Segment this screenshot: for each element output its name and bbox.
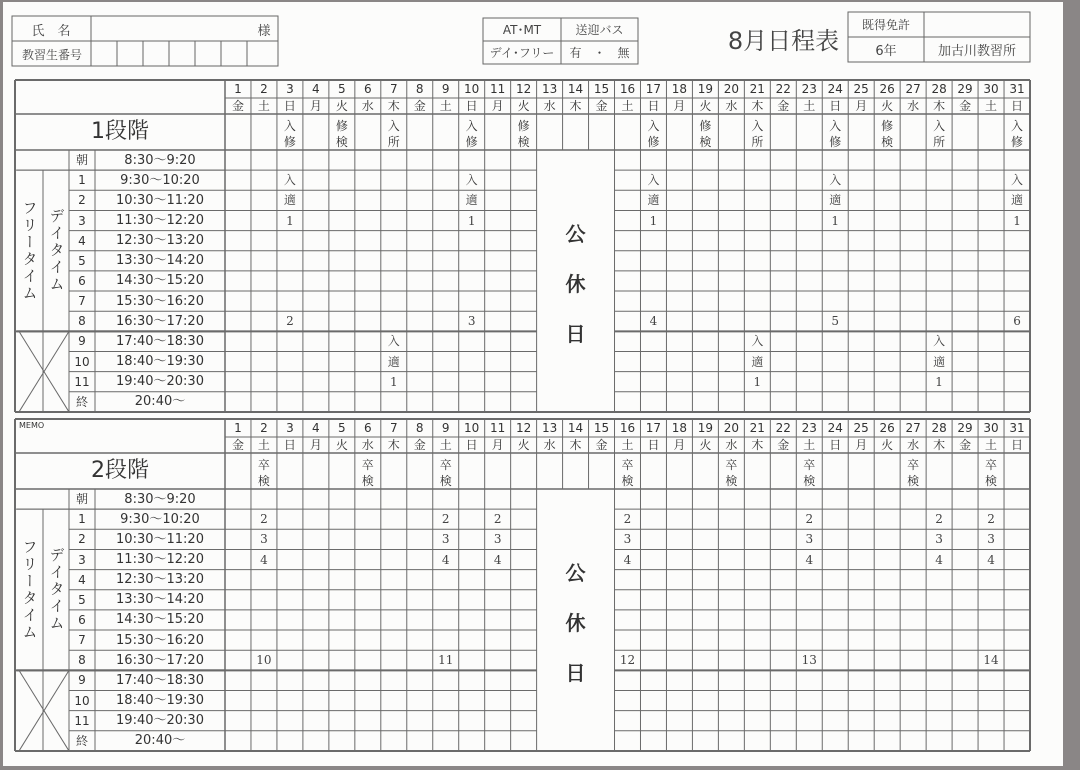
event-mark: 卒 [361,458,374,472]
weekday: 木 [569,99,582,113]
schedule-cell: 入 [283,173,296,188]
weekday: 日 [1011,99,1024,113]
period-time: 18:40〜19:30 [116,693,204,709]
holiday-label: 休 [565,611,586,636]
period-time: 14:30〜15:20 [116,273,204,289]
period-number: 5 [78,253,86,268]
weekday: 金 [595,99,608,113]
event-mark: 入 [1011,119,1024,133]
schedule-cell: 3 [805,532,814,547]
period-number: 6 [78,273,86,288]
weekday: 金 [959,438,972,452]
schedule-cell: 1 [753,374,762,389]
period-time: 17:40〜18:30 [116,672,204,688]
weekday: 日 [465,99,478,113]
day-number: 4 [312,82,320,96]
day-number: 21 [749,82,765,96]
weekday: 金 [413,438,426,452]
weekday: 水 [543,99,556,113]
event-mark: 修 [829,135,842,149]
weekday: 土 [621,99,634,113]
header [3,2,1063,72]
day-number: 10 [464,421,480,435]
weekday: 月 [309,99,322,113]
event-mark: 入 [465,119,478,133]
holiday-label: 公 [565,561,586,586]
event-mark: 入 [933,119,946,133]
weekday: 火 [699,438,712,452]
period-number: 1 [78,173,86,188]
weekday: 金 [777,99,790,113]
weekday: 土 [621,438,634,452]
schedule-cell: 3 [260,532,268,547]
license-label: 既得免許 [861,18,910,32]
schedule-cell: 1 [649,213,658,228]
weekday: 日 [1011,438,1024,452]
event-mark: 入 [283,119,296,133]
schedule-cell: 1 [467,213,476,228]
day-number: 7 [389,421,398,435]
stage1-table [3,76,1063,408]
stage-title: 2段階 [91,458,149,483]
weekday: 水 [907,99,920,113]
weekday: 金 [959,99,972,113]
weekday: 土 [439,99,452,113]
schedule-cell: 入 [387,334,400,349]
schedule-cell: 2 [935,512,943,527]
period-time: 18:40〜19:30 [116,354,204,370]
schedule-cell: 10 [256,653,272,668]
day-number: 17 [645,421,662,435]
weekday: 日 [283,99,296,113]
day-number: 24 [827,82,843,96]
event-mark: 修 [881,119,894,133]
period-time: 19:40〜20:30 [116,374,204,390]
day-number: 15 [593,421,610,435]
event-mark: 修 [699,119,712,133]
schedule-cell: 3 [467,314,476,329]
period-time: 16:30〜17:20 [116,652,204,668]
event-mark: 卒 [985,458,998,472]
event-mark: 卒 [257,458,270,472]
day-number: 10 [464,82,480,96]
period-time: 15:30〜16:20 [116,293,204,309]
years-label: 6年 [875,44,897,59]
day-number: 7 [389,82,398,96]
event-mark: 卒 [907,458,920,472]
weekday: 日 [647,438,660,452]
period-time: 10:30〜11:20 [116,192,204,208]
day-number: 16 [619,82,636,96]
weekday: 水 [725,438,738,452]
day-free-label: デイ･フリー [489,46,555,60]
day-number: 23 [801,421,817,435]
day-number: 26 [879,421,895,435]
schedule-cell: 入 [465,173,478,188]
day-number: 12 [515,82,532,96]
schedule-cell: 12 [619,653,636,668]
day-number: 14 [567,421,584,435]
day-number: 15 [593,82,610,96]
event-mark: 卒 [621,458,634,472]
weekday: 木 [933,99,946,113]
weekday: 火 [517,438,530,452]
schedule-cell: 2 [493,512,502,527]
event-mark: 修 [335,119,348,133]
event-mark: 卒 [439,458,452,472]
schedule-cell: 1 [831,213,840,228]
weekday: 木 [387,99,400,113]
weekday: 火 [881,99,894,113]
day-number: 26 [879,82,895,96]
schedule-cell: 1 [1013,213,1021,228]
period-time: 8:30〜9:20 [124,491,196,507]
holiday-label: 公 [565,222,586,247]
weekday: 月 [309,438,322,452]
memo-label: MEMO [19,421,45,430]
schedule-cell: 1 [286,213,294,228]
schedule-cell: 入 [1011,173,1024,188]
day-number: 22 [775,82,791,96]
weekday: 木 [933,438,946,452]
day-number: 5 [338,421,346,435]
event-mark: 検 [907,474,920,488]
weekday: 日 [465,438,478,452]
bus-label: 送迎バス [575,23,624,37]
period-number: 朝 [75,492,88,507]
day-number: 5 [338,82,346,96]
day-number: 1 [234,421,242,435]
name-label: 氏 名 [31,23,71,39]
schedule-cell: 2 [441,512,450,527]
event-mark: 卒 [725,458,738,472]
bus-options: 有 ・ 無 [569,46,630,60]
sama-label: 様 [257,23,271,39]
weekday: 木 [569,438,582,452]
day-number: 28 [931,421,947,435]
day-number: 16 [619,421,636,435]
weekday: 水 [361,99,374,113]
period-number: 2 [78,532,86,547]
weekday: 土 [439,438,452,452]
event-mark: 修 [517,119,530,133]
holiday-label: 日 [565,322,586,347]
period-number: 8 [78,314,86,329]
schedule-cell: 4 [935,552,943,567]
schedule-cell: 4 [649,314,658,329]
schedule-cell: 13 [801,653,817,668]
day-number: 13 [541,82,558,96]
weekday: 金 [777,438,790,452]
weekday: 月 [491,99,504,113]
day-number: 13 [541,421,558,435]
weekday: 金 [231,99,244,113]
schedule-cell: 3 [623,532,632,547]
schedule-cell: 入 [933,334,946,349]
weekday: 水 [907,438,920,452]
weekday: 水 [361,438,374,452]
schedule-cell: 入 [829,173,842,188]
weekday: 月 [673,99,686,113]
period-number: 5 [78,592,86,607]
period-time: 11:30〜12:20 [116,552,204,567]
weekday: 土 [257,99,270,113]
period-number: 2 [78,193,86,208]
period-time: 20:40〜 [134,733,186,749]
period-time: 13:30〜14:20 [116,253,204,269]
period-number: 7 [78,633,86,648]
schedule-cell: 4 [623,552,632,567]
day-number: 19 [697,82,714,96]
event-mark: 修 [647,135,660,149]
period-number: 4 [78,233,86,248]
weekday: 日 [647,99,660,113]
weekday: 水 [543,438,556,452]
period-time: 13:30〜14:20 [116,592,204,608]
event-mark: 検 [517,135,530,149]
day-number: 18 [671,82,688,96]
weekday: 月 [673,438,686,452]
schedule-cell: 2 [623,512,632,527]
period-time: 19:40〜20:30 [116,713,204,729]
day-number: 4 [312,421,320,435]
weekday: 水 [725,99,738,113]
weekday: 火 [881,438,894,452]
weekday: 金 [413,99,426,113]
period-number: 1 [78,512,86,527]
student-number-label: 教習生番号 [21,47,82,62]
stage2-table [3,415,1063,749]
period-time: 16:30〜17:20 [116,313,204,329]
schedule-cell: 3 [493,532,502,547]
period-time: 11:30〜12:20 [116,213,204,228]
day-number: 29 [957,82,973,96]
schedule-cell: 適 [387,354,400,369]
weekday: 月 [855,438,868,452]
day-number: 19 [697,421,714,435]
day-number: 18 [671,421,688,435]
weekday: 日 [283,438,296,452]
day-number: 24 [827,421,843,435]
schedule-cell: 4 [260,552,268,567]
event-mark: 検 [699,135,712,149]
weekday: 火 [335,438,348,452]
day-number: 27 [905,82,921,96]
event-mark: 検 [335,135,348,149]
schedule-cell: 2 [260,512,268,527]
event-mark: 検 [257,474,270,488]
schedule-cell: 適 [829,193,842,208]
weekday: 日 [829,99,842,113]
weekday: 土 [803,438,816,452]
freetime-label: フリータイム [20,538,39,641]
event-mark: 所 [387,135,400,149]
period-time: 8:30〜9:20 [124,152,196,168]
schedule-cell: 3 [935,532,943,547]
day-number: 28 [931,82,947,96]
period-number: 6 [78,612,86,627]
page-title: 8月日程表 [727,26,840,55]
day-number: 20 [723,421,739,435]
schedule-cell: 5 [831,314,840,329]
day-number: 27 [905,421,921,435]
day-number: 9 [441,421,450,435]
schedule-cell: 適 [647,193,660,208]
day-number: 30 [983,421,999,435]
schedule-cell: 4 [441,552,450,567]
event-mark: 入 [647,119,660,133]
period-number: 9 [78,673,86,688]
day-number: 12 [515,421,532,435]
event-mark: 検 [621,474,634,488]
schedule-sheet [3,2,1063,766]
weekday: 木 [751,438,764,452]
day-number: 23 [801,82,817,96]
day-number: 3 [286,421,294,435]
weekday: 土 [985,99,998,113]
day-number: 8 [415,421,424,435]
schedule-cell: 入 [751,334,764,349]
period-time: 17:40〜18:30 [116,333,204,349]
day-number: 6 [363,421,372,435]
weekday: 火 [517,99,530,113]
event-mark: 検 [725,474,738,488]
weekday: 土 [985,438,998,452]
schedule-cell: 1 [935,374,943,389]
schedule-cell: 適 [283,193,296,208]
weekday: 月 [491,438,504,452]
period-number: 朝 [75,153,88,168]
event-mark: 検 [361,474,374,488]
period-time: 15:30〜16:20 [116,632,204,648]
schedule-cell: 4 [805,552,814,567]
event-mark: 検 [439,474,452,488]
period-number: 3 [78,213,86,228]
weekday: 日 [829,438,842,452]
freetime-label: フリータイム [20,199,39,302]
day-number: 9 [441,82,450,96]
event-mark: 修 [283,135,296,149]
day-number: 25 [853,421,869,435]
period-time: 10:30〜11:20 [116,531,204,547]
day-number: 21 [749,421,765,435]
schedule-cell: 3 [987,532,995,547]
period-number: 終 [75,733,88,748]
period-number: 11 [74,713,90,728]
event-mark: 所 [751,135,764,149]
period-number: 9 [78,334,86,349]
period-time: 14:30〜15:20 [116,612,204,628]
event-mark: 修 [1011,135,1024,149]
school-name: 加古川教習所 [937,44,1016,59]
weekday: 木 [387,438,400,452]
weekday: 金 [231,438,244,452]
daytime-label: デイタイム [47,547,66,633]
event-mark: 修 [465,135,478,149]
period-number: 10 [74,354,90,369]
weekday: 火 [699,99,712,113]
period-number: 10 [74,693,90,708]
schedule-cell: 3 [441,532,450,547]
weekday: 土 [803,99,816,113]
schedule-cell: 14 [983,653,999,668]
day-number: 31 [1009,82,1025,96]
day-number: 14 [567,82,584,96]
event-mark: 検 [881,135,894,149]
day-number: 8 [415,82,424,96]
event-mark: 検 [985,474,998,488]
holiday-label: 休 [565,272,586,297]
day-number: 11 [490,421,506,435]
schedule-cell: 6 [1013,314,1021,329]
day-number: 31 [1009,421,1025,435]
weekday: 土 [257,438,270,452]
day-number: 2 [260,82,268,96]
event-mark: 所 [933,135,946,149]
schedule-cell: 2 [987,512,995,527]
weekday: 火 [335,99,348,113]
schedule-cell: 1 [389,374,398,389]
period-time: 9:30〜10:20 [120,511,200,527]
event-mark: 検 [803,474,816,488]
period-time: 9:30〜10:20 [120,172,200,188]
schedule-cell: 4 [493,552,502,567]
day-number: 1 [234,82,242,96]
period-number: 8 [78,653,86,668]
event-mark: 入 [829,119,842,133]
event-mark: 入 [751,119,764,133]
period-number: 3 [78,552,86,567]
event-mark: 卒 [803,458,816,472]
weekday: 金 [595,438,608,452]
schedule-cell: 適 [933,354,946,369]
event-mark: 入 [387,119,400,133]
period-time: 12:30〜13:20 [116,233,204,249]
day-number: 6 [363,82,372,96]
day-number: 22 [775,421,791,435]
day-number: 17 [645,82,662,96]
period-number: 終 [75,394,88,409]
period-number: 7 [78,294,86,309]
schedule-cell: 2 [286,314,294,329]
holiday-label: 日 [565,661,586,686]
day-number: 11 [490,82,506,96]
schedule-cell: 4 [987,552,995,567]
schedule-cell: 入 [647,173,660,188]
schedule-cell: 適 [751,354,764,369]
period-time: 12:30〜13:20 [116,572,204,588]
at-mt-label: AT･MT [502,23,542,37]
schedule-cell: 適 [465,193,478,208]
weekday: 木 [751,99,764,113]
day-number: 25 [853,82,869,96]
daytime-label: デイタイム [47,208,66,294]
period-number: 11 [74,374,90,389]
period-number: 4 [78,572,86,587]
schedule-cell: 適 [1011,193,1024,208]
stage-title: 1段階 [91,119,149,144]
day-number: 2 [260,421,268,435]
day-number: 3 [286,82,294,96]
schedule-cell: 11 [438,653,454,668]
day-number: 30 [983,82,999,96]
period-time: 20:40〜 [134,394,186,410]
day-number: 29 [957,421,973,435]
weekday: 月 [855,99,868,113]
schedule-cell: 2 [805,512,814,527]
day-number: 20 [723,82,739,96]
